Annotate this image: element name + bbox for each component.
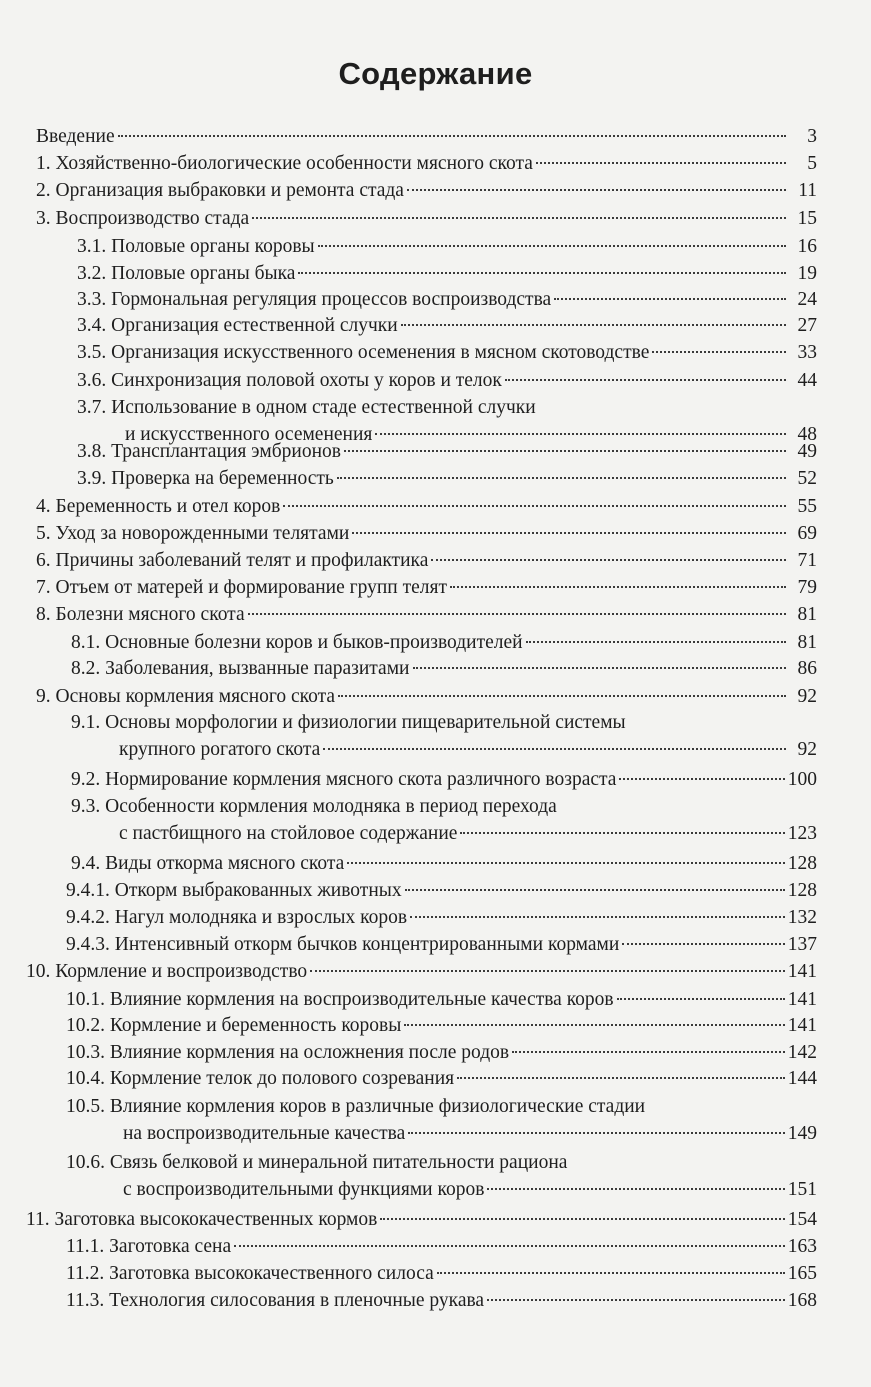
toc-entry (77, 465, 817, 492)
dot-leader (619, 778, 784, 780)
toc-page-number: 137 (787, 934, 817, 955)
toc-entry (36, 601, 817, 628)
toc-page-number: 44 (797, 370, 817, 391)
toc-entry (66, 1012, 817, 1039)
toc-entry-title: 6. Причины заболеваний телят и профилактика (36, 550, 429, 571)
toc-entry (66, 1093, 817, 1147)
toc-entry-title: 10.5. Влияние кормления коров в различные физиологические стадии (66, 1096, 646, 1117)
dot-leader (410, 916, 785, 918)
dot-leader (405, 889, 785, 891)
toc-entry-title-continuation: с пастбищного на стойловое содержание (119, 823, 458, 844)
dot-leader (487, 1299, 785, 1301)
toc-entry-title: 3.9. Проверка на беременность (77, 468, 334, 489)
dot-leader (505, 379, 786, 381)
toc-entry-title: 5. Уход за новорожденными телятами (36, 523, 350, 544)
toc-entry-title-continuation: и искусственного осеменения (125, 424, 373, 445)
dot-leader (450, 586, 786, 588)
dot-leader (460, 832, 784, 834)
toc-entry-title: 11.3. Технология силосования в пленочные рукава (66, 1290, 485, 1311)
toc-entry-title: 11. Заготовка высококачественных кормов (26, 1209, 378, 1230)
toc-entry (77, 286, 817, 313)
toc-entry-title: 3.1. Половые органы коровы (77, 236, 315, 257)
toc-entry (66, 931, 817, 958)
toc-page-number: 144 (787, 1068, 817, 1089)
toc-page-number: 27 (797, 315, 817, 336)
toc-entry-title: 9.3. Особенности кормления молодняка в период перехода (71, 796, 557, 817)
toc-page-number: 141 (787, 989, 817, 1010)
dot-leader (252, 217, 786, 219)
toc-entry-title: Введение (36, 126, 115, 147)
toc-page-number: 55 (797, 496, 817, 517)
toc-page-number: 149 (787, 1123, 817, 1144)
toc-page-number: 33 (797, 342, 817, 363)
toc-entry (66, 1233, 817, 1260)
toc-entry (36, 177, 817, 204)
toc-entry-title: 3.8. Трансплантация эмбрионов (77, 441, 341, 462)
toc-entry (36, 683, 817, 710)
toc-entry (66, 1149, 817, 1203)
toc-page-number: 141 (787, 1015, 817, 1036)
toc-entry (77, 233, 817, 260)
toc-entry-title: 9.4. Виды откорма мясного скота (71, 853, 345, 874)
dot-leader (318, 245, 786, 247)
dot-leader (487, 1188, 784, 1190)
toc-entry (66, 986, 817, 1013)
dot-leader (337, 477, 786, 479)
dot-leader (652, 351, 786, 353)
toc-page-number: 163 (787, 1236, 817, 1257)
toc-entry-title: 8.2. Заболевания, вызванные паразитами (71, 658, 410, 679)
toc-page-number: 81 (797, 632, 817, 653)
dot-leader (352, 532, 786, 534)
toc-entry-title: 3.7. Использование в одном стаде естественной случки (77, 397, 536, 418)
toc-page-number: 142 (787, 1042, 817, 1063)
toc-entry (71, 629, 817, 656)
dot-leader (457, 1077, 785, 1079)
dot-leader (283, 505, 786, 507)
toc-page-number: 3 (807, 126, 817, 147)
toc-entry (77, 260, 817, 287)
toc-entry (36, 493, 817, 520)
toc-entry (77, 312, 817, 339)
dot-leader (437, 1272, 785, 1274)
toc-entry-title: 3.5. Организация искусственного осеменения в мясном скотоводстве (77, 342, 650, 363)
toc-entry (66, 1260, 817, 1287)
toc-entry (71, 655, 817, 682)
toc-page-number: 168 (787, 1290, 817, 1311)
dot-leader (344, 450, 786, 452)
dot-leader (431, 559, 786, 561)
toc-page-number: 128 (787, 880, 817, 901)
toc-entry (77, 438, 817, 465)
toc-entry-title: 3.2. Половые органы быка (77, 263, 296, 284)
dot-leader (536, 162, 786, 164)
dot-leader (248, 613, 786, 615)
toc-page-number: 48 (797, 424, 817, 445)
toc-entry (71, 709, 817, 763)
toc-entry (71, 793, 817, 847)
toc-entry (66, 877, 817, 904)
dot-leader (234, 1245, 785, 1247)
toc-entry-title: 9. Основы кормления мясного скота (36, 686, 336, 707)
toc-entry (36, 205, 817, 232)
toc-page-number: 165 (787, 1263, 817, 1284)
dot-leader (310, 970, 785, 972)
toc-entry (71, 766, 817, 793)
dot-leader (554, 298, 786, 300)
toc-entry-title: 9.1. Основы морфологии и физиологии пищеварительной системы (71, 712, 626, 733)
toc-page-number: 79 (797, 577, 817, 598)
toc-page-number: 16 (797, 236, 817, 257)
page-title: Содержание (338, 56, 533, 91)
toc-entry-title: 10.1. Влияние кормления на воспроизводительные качества коров (66, 989, 614, 1010)
toc-entry (36, 520, 817, 547)
toc-entry-title: 9.4.2. Нагул молодняка и взрослых коров (66, 907, 408, 928)
toc-entry-title: 1. Хозяйственно-биологические особенности мясного скота (36, 153, 533, 174)
dot-leader (338, 695, 786, 697)
toc-entry-title-continuation: крупного рогатого скота (119, 739, 321, 760)
toc-entry-title: 3.6. Синхронизация половой охоты у коров и телок (77, 370, 502, 391)
toc-entry (77, 367, 817, 394)
toc-page-number: 151 (787, 1179, 817, 1200)
dot-leader (118, 135, 786, 137)
dot-leader (298, 272, 786, 274)
toc-page-number: 15 (797, 208, 817, 229)
dot-leader (380, 1218, 784, 1220)
toc-entry-title-continuation: с воспроизводительными функциями коров (123, 1179, 485, 1200)
toc-entry-title: 9.4.3. Интенсивный откорм бычков концентрированными кормами (66, 934, 620, 955)
dot-leader (407, 189, 786, 191)
toc-entry-title: 3.4. Организация естественной случки (77, 315, 398, 336)
toc-entry-title: 8. Болезни мясного скота (36, 604, 245, 625)
dot-leader (408, 1132, 784, 1134)
toc-entry (36, 123, 817, 150)
dot-leader (404, 1024, 784, 1026)
dot-leader (347, 862, 785, 864)
dot-leader (401, 324, 786, 326)
toc-page-number: 11 (798, 180, 817, 201)
toc-entry-title: 9.2. Нормирование кормления мясного скота различного возраста (71, 769, 617, 790)
toc-entry (66, 1065, 817, 1092)
toc-page-number: 154 (787, 1209, 817, 1230)
toc-page-number: 71 (797, 550, 817, 571)
toc-entry-title: 10.2. Кормление и беременность коровы (66, 1015, 402, 1036)
toc-page-number: 24 (797, 289, 817, 310)
toc-page-number: 128 (787, 853, 817, 874)
toc-page-number: 100 (787, 769, 817, 790)
toc-page-number: 123 (787, 823, 817, 844)
toc-entry-title: 11.2. Заготовка высококачественного силоса (66, 1263, 434, 1284)
toc-entry (36, 547, 817, 574)
toc-entry (66, 1039, 817, 1066)
dot-leader (375, 433, 786, 435)
toc-page-number: 92 (797, 739, 817, 760)
toc-entry (71, 850, 817, 877)
toc-entry-title: 10.4. Кормление телок до полового созревания (66, 1068, 455, 1089)
toc-entry-title: 11.1. Заготовка сена (66, 1236, 232, 1257)
dot-leader (526, 641, 786, 643)
toc-entry-title: 10.6. Связь белковой и минеральной питательности рациона (66, 1152, 568, 1173)
toc-entry-title: 4. Беременность и отел коров (36, 496, 281, 517)
toc-page-number: 141 (787, 961, 817, 982)
toc-entry-title: 10.3. Влияние кормления на осложнения после родов (66, 1042, 510, 1063)
dot-leader (413, 667, 787, 669)
toc-entry-title: 8.1. Основные болезни коров и быков-производителей (71, 632, 523, 653)
toc-entry-title-continuation: на воспроизводительные качества (123, 1123, 406, 1144)
toc-entry-title: 3. Воспроизводство стада (36, 208, 250, 229)
toc-entry (36, 150, 817, 177)
toc-entry (66, 1287, 817, 1314)
toc-page-number: 132 (787, 907, 817, 928)
dot-leader (617, 998, 785, 1000)
toc-entry (77, 339, 817, 366)
dot-leader (622, 943, 784, 945)
toc-entry (26, 1206, 817, 1233)
toc-entry-title: 10. Кормление и воспроизводство (26, 961, 308, 982)
toc-page-number: 81 (797, 604, 817, 625)
toc-page-number: 86 (797, 658, 817, 679)
toc-entry-title: 9.4.1. Откорм выбракованных животных (66, 880, 402, 901)
toc-page-number: 19 (797, 263, 817, 284)
toc-entry-title: 2. Организация выбраковки и ремонта стада (36, 180, 404, 201)
toc-entry (66, 904, 817, 931)
toc-entry-title: 3.3. Гормональная регуляция процессов воспроизводства (77, 289, 552, 310)
dot-leader (512, 1051, 785, 1053)
toc-page-number: 92 (797, 686, 817, 707)
toc-entry (26, 958, 817, 985)
dot-leader (323, 748, 786, 750)
toc-entry-title: 7. Отъем от матерей и формирование групп телят (36, 577, 448, 598)
toc-page-number: 52 (797, 468, 817, 489)
toc-page-number: 5 (807, 153, 817, 174)
toc-page-number: 69 (797, 523, 817, 544)
toc-page-number: 49 (797, 441, 817, 462)
toc-entry (36, 574, 817, 601)
